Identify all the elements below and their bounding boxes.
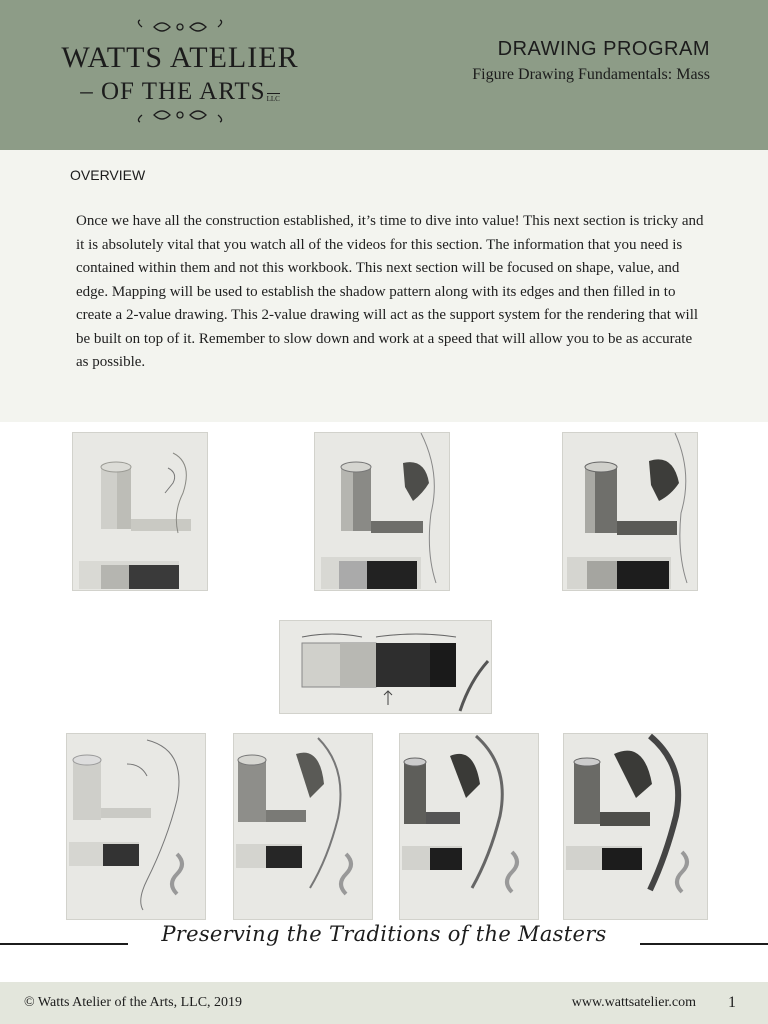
page-number: 1 [728, 994, 736, 1011]
overview-section [0, 150, 768, 422]
program-subtitle: Figure Drawing Fundamentals: Mass [472, 66, 710, 83]
figure-study-image [234, 734, 372, 919]
logo-llc: LLC [266, 95, 280, 103]
cylinder-study-image [315, 433, 449, 590]
figure-study-image [564, 734, 707, 919]
cylinder-study-image [563, 433, 697, 590]
flourish-ornament-icon [42, 106, 318, 124]
figure-study-image [67, 734, 205, 919]
drawing-photo-1 [72, 432, 208, 591]
tagline: Preserving the Traditions of the Masters [161, 922, 607, 946]
program-title: DRAWING PROGRAM [497, 38, 710, 60]
tagline-rule-left [0, 943, 128, 945]
overview-heading: OVERVIEW [70, 167, 146, 183]
logo-line-1: WATTS ATELIER [61, 41, 299, 74]
header-banner [0, 0, 768, 150]
website-link[interactable]: www.wattsatelier.com [571, 995, 696, 1010]
tagline-rule-right [640, 943, 768, 945]
logo-line-2-text: – OF THE ARTS [80, 78, 266, 105]
drawing-photo-6 [399, 733, 539, 920]
drawing-photo-5 [233, 733, 373, 920]
value-scale-image [280, 621, 491, 713]
figure-study-image [400, 734, 538, 919]
drawing-photo-2 [314, 432, 450, 591]
drawing-photo-7 [563, 733, 708, 920]
drawing-photo-4 [66, 733, 206, 920]
cylinder-study-image [73, 433, 207, 590]
copyright-text: © Watts Atelier of the Arts, LLC, 2019 [24, 995, 243, 1010]
drawing-photo-3 [562, 432, 698, 591]
overview-body: Once we have all the construction established, it’s time to dive into value! This next section is tricky and it is absolutely vital that you watch all of the videos for this section. The information that you need is contained within them and not this workbook. This next section will be focused on shape, value, and edge. Mapping will be used to establish the shadow pattern along with its edges and then filled in to create a 2-value drawing. This 2-value drawing will act as the support system for the rendering that will be built on top of it. Remember to slow down and work at a speed that will allow you to be as accurate as possible. [76, 213, 704, 370]
footer [0, 982, 768, 1024]
flourish-ornament-icon [42, 18, 318, 36]
value-scale-photo [279, 620, 492, 714]
watts-atelier-logo [42, 18, 318, 130]
